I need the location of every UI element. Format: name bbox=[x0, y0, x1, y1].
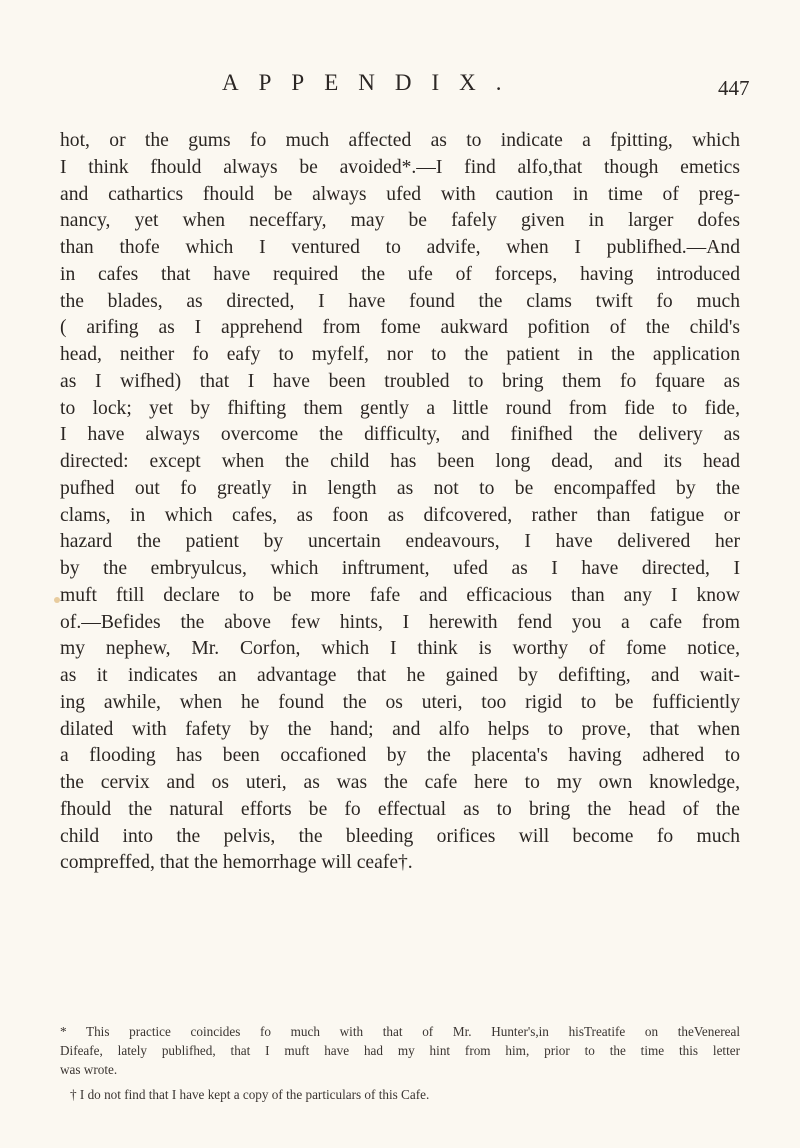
body-line: my nephew, Mr. Corfon, which I think is worthy of fome notice, bbox=[60, 638, 740, 660]
body-line: I have always overcome the difficulty, and finifhed the delivery as bbox=[60, 424, 740, 446]
body-line: child into the pelvis, the bleeding orifices will become fo much bbox=[60, 825, 740, 847]
body-line: to lock; yet by fhifting them gently a little round from fide to fide, bbox=[60, 397, 740, 419]
body-line: than thofe which I ventured to advife, when I publifhed.—And bbox=[60, 237, 740, 258]
body-line: clams, in which cafes, as foon as difcovered, rather than fatigue or bbox=[60, 504, 740, 526]
foxing-spot bbox=[54, 597, 60, 603]
body-line: ( arifing as I apprehend from fome aukward pofition of the child's bbox=[60, 317, 740, 339]
body-line: a flooding has been occafioned by the placenta's having adhered to bbox=[60, 745, 740, 767]
body-line: ing awhile, when he found the os uteri, too rigid to be fufficiently bbox=[60, 691, 740, 713]
body-line: in cafes that have required the ufe of forceps, having introduced bbox=[60, 263, 740, 285]
body-line: fhould the natural efforts be fo effectual as to bring the head of the bbox=[60, 798, 740, 820]
body-line: hot, or the gums fo much affected as to indicate a fpitting, which bbox=[60, 130, 740, 151]
body-line: and cathartics fhould be always ufed with caution in time of preg- bbox=[60, 183, 740, 205]
footnote-line: † I do not find that I have kept a copy of the particulars of this Cafe. bbox=[70, 1087, 430, 1102]
running-head bbox=[0, 68, 800, 108]
body-line: nancy, yet when neceffary, may be fafely given in larger dofes bbox=[60, 210, 740, 232]
page-number: 447 bbox=[718, 76, 750, 100]
body-line: of.—Befides the above few hints, I herewith fend you a cafe from bbox=[60, 611, 740, 633]
running-head-title: APPENDIX. bbox=[222, 70, 522, 95]
footnote-line: was wrote. bbox=[60, 1062, 118, 1077]
footnote-line: Difeafe, lately publifhed, that I muft have had my hint from him, prior to the time this letter bbox=[60, 1043, 740, 1058]
body-line: hazard the patient by uncertain endeavours, I have delivered her bbox=[60, 531, 740, 553]
body-line: pufhed out fo greatly in length as not to be encompaffed by the bbox=[60, 477, 740, 499]
footnote-line: * This practice coincides fo much with that of Mr. Hunter's,in hisTreatife on theVenereal bbox=[60, 1024, 740, 1039]
body-line: head, neither fo eafy to myfelf, nor to the patient in the application bbox=[60, 344, 740, 365]
body-line: by the embryulcus, which inftrument, ufed as I have directed, I bbox=[60, 558, 740, 579]
footnotes bbox=[60, 1022, 740, 1104]
body-line: muft ftill declare to be more fafe and efficacious than any I know bbox=[60, 584, 740, 606]
body-line: dilated with fafety by the hand; and alfo helps to prove, that when bbox=[60, 718, 740, 740]
body-line: directed: except when the child has been long dead, and its head bbox=[60, 451, 740, 472]
body-line: I think fhould always be avoided*.—I find alfo,that though emetics bbox=[60, 156, 740, 178]
body-line: the cervix and os uteri, as was the cafe here to my own knowledge, bbox=[60, 772, 740, 793]
body-line: as I wifhed) that I have been troubled to bring them fo fquare as bbox=[60, 370, 740, 392]
body-line: as it indicates an advantage that he gained by defifting, and wait- bbox=[60, 665, 740, 686]
body-text bbox=[60, 128, 740, 877]
body-line: compreffed, that the hemorrhage will ceafe†. bbox=[60, 852, 413, 874]
body-line: the blades, as directed, I have found the clams twift fo much bbox=[60, 290, 740, 312]
